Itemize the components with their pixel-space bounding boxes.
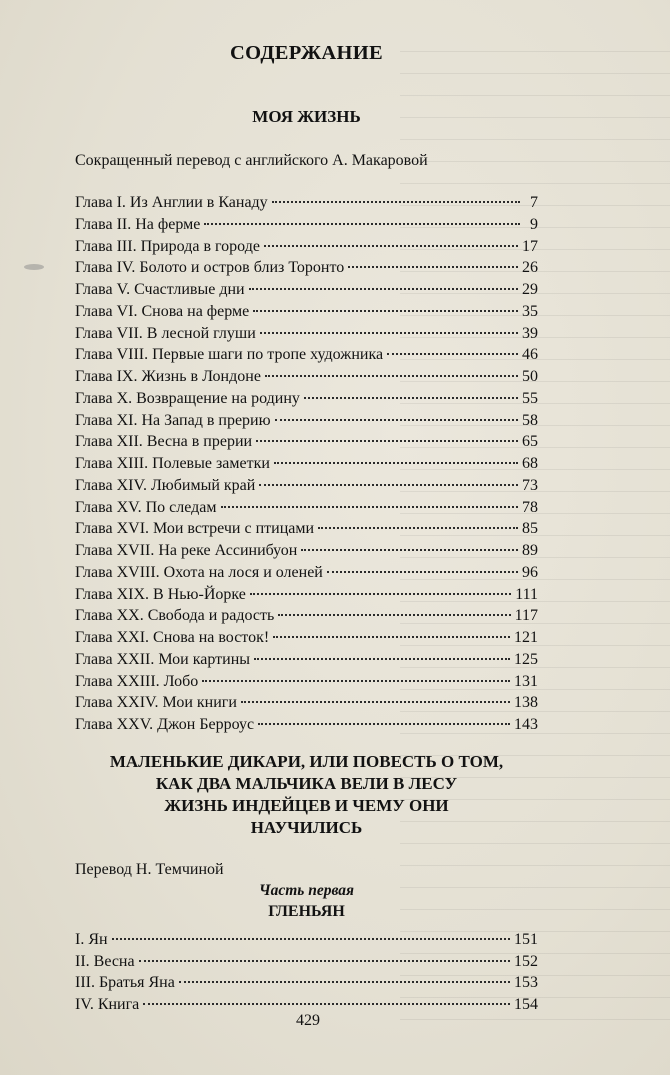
toc-entry-label: II. Весна xyxy=(75,952,135,970)
toc-entry-page: 143 xyxy=(514,716,538,733)
toc-entry-label: Глава II. На ферме xyxy=(75,215,201,233)
section-title-little-savages xyxy=(75,751,538,839)
toc-entry-page: 153 xyxy=(514,974,538,992)
toc-entry xyxy=(75,951,538,973)
toc-entry-page: 152 xyxy=(514,952,538,970)
toc-list-my-life xyxy=(75,192,538,736)
section-title-my-life: МОЯ ЖИЗНЬ xyxy=(252,107,361,126)
toc-list-little-savages xyxy=(75,929,538,1016)
dot-leader xyxy=(204,223,520,225)
toc-entry-label: Глава V. Счастливые дни xyxy=(75,281,245,298)
toc-entry-page: 131 xyxy=(514,672,538,690)
section-title-line: КАК ДВА МАЛЬЧИКА ВЕЛИ В ЛЕСУ xyxy=(155,773,458,793)
toc-entry xyxy=(75,562,538,584)
section-title-line: МАЛЕНЬКИЕ ДИКАРИ, ИЛИ ПОВЕСТЬ О ТОМ, xyxy=(109,751,504,771)
dot-leader xyxy=(274,462,518,464)
toc-entry-page: 9 xyxy=(530,215,538,233)
toc-entry-label: Глава XV. По следам xyxy=(75,498,217,516)
dot-leader xyxy=(275,419,518,421)
toc-entry xyxy=(75,192,538,214)
toc-entry-label: Глава IV. Болото и остров близ Торонто xyxy=(75,259,345,277)
dot-leader xyxy=(304,397,518,399)
toc-entry xyxy=(75,692,538,714)
toc-entry-page: 96 xyxy=(522,563,538,581)
toc-entry-label: Глава XIX. В Нью-Йорке xyxy=(75,585,246,603)
toc-entry-page: 73 xyxy=(522,476,538,494)
toc-entry-page: 50 xyxy=(522,368,538,385)
toc-entry xyxy=(75,366,538,388)
dot-leader xyxy=(179,981,510,983)
toc-entry-label: Глава XXII. Мои картины xyxy=(75,650,251,668)
toc-entry xyxy=(75,410,538,432)
dot-leader xyxy=(259,484,518,486)
toc-entry xyxy=(75,236,538,258)
toc-entry xyxy=(75,301,538,323)
part-title: ГЛЕНЬЯН xyxy=(268,902,345,920)
toc-entry xyxy=(75,671,538,693)
toc-entry-label: Глава X. Возвращение на родину xyxy=(75,389,300,407)
toc-entry xyxy=(75,518,538,540)
dot-leader xyxy=(273,636,510,638)
toc-entry xyxy=(75,627,538,649)
dot-leader xyxy=(241,701,510,703)
toc-entry-label: Глава VIII. Первые шаги по тропе художника xyxy=(75,346,384,364)
toc-entry-page: 55 xyxy=(522,389,538,407)
translator-credit: Сокращенный перевод с английского А. Макаровой xyxy=(75,152,428,169)
translator-credit-2: Перевод Н. Темчиной xyxy=(75,860,224,878)
toc-entry-page: 117 xyxy=(514,607,538,625)
dot-leader xyxy=(254,658,510,660)
dot-leader xyxy=(258,723,510,725)
toc-entry-label: Глава XI. На Запад в прерию xyxy=(75,411,271,429)
toc-entry-label: Глава XVII. На реке Ассинибуон xyxy=(75,542,298,559)
toc-entry-label: III. Братья Яна xyxy=(75,974,175,992)
toc-entry-label: Глава XII. Весна в прерии xyxy=(75,433,253,451)
toc-entry-page: 17 xyxy=(522,237,538,255)
dot-leader xyxy=(265,375,518,377)
toc-entry-page: 26 xyxy=(522,259,538,277)
toc-entry-page: 151 xyxy=(514,930,538,948)
toc-entry-label: Глава IX. Жизнь в Лондоне xyxy=(75,368,261,385)
section-title-line: НАУЧИЛИСЬ xyxy=(250,817,363,837)
dot-leader xyxy=(301,549,518,551)
toc-entry xyxy=(75,929,538,951)
dot-leader xyxy=(264,245,518,247)
toc-entry xyxy=(75,649,538,671)
toc-entry-page: 7 xyxy=(530,194,538,211)
toc-entry-page: 138 xyxy=(514,694,538,712)
toc-entry-page: 89 xyxy=(522,542,538,559)
toc-entry-label: Глава XXIII. Лобо xyxy=(75,672,199,690)
toc-entry xyxy=(75,257,538,279)
section-title-line: ЖИЗНЬ ИНДЕЙЦЕВ И ЧЕМУ ОНИ xyxy=(164,795,449,815)
toc-entry-label: Глава XXI. Снова на восток! xyxy=(75,629,270,646)
toc-entry xyxy=(75,388,538,410)
toc-entry-page: 111 xyxy=(515,585,538,603)
dot-leader xyxy=(318,527,518,529)
toc-entry xyxy=(75,214,538,236)
toc-entry xyxy=(75,431,538,453)
dot-leader xyxy=(221,506,518,508)
dot-leader xyxy=(139,960,510,962)
toc-entry-label: Глава XVIII. Охота на лося и оленей xyxy=(75,563,323,581)
dot-leader xyxy=(143,1003,510,1005)
dot-leader xyxy=(249,288,518,290)
toc-entry xyxy=(75,972,538,994)
toc-entry xyxy=(75,540,538,562)
toc-entry-label: Глава I. Из Англии в Канаду xyxy=(75,194,268,211)
dot-leader xyxy=(253,310,518,312)
dot-leader xyxy=(327,571,518,573)
toc-entry-label: Глава VI. Снова на ферме xyxy=(75,302,250,320)
table-of-contents xyxy=(75,38,538,1016)
toc-entry xyxy=(75,323,538,345)
toc-entry-label: Глава VII. В лесной глуши xyxy=(75,324,256,342)
toc-entry-page: 39 xyxy=(522,324,538,342)
toc-entry-page: 85 xyxy=(522,520,538,538)
page-number: 429 xyxy=(296,1012,320,1029)
toc-entry-page: 65 xyxy=(522,433,538,451)
toc-entry xyxy=(75,279,538,301)
part-label: Часть первая xyxy=(258,881,355,899)
dot-leader xyxy=(348,266,518,268)
toc-entry-label: IV. Книга xyxy=(75,996,140,1013)
toc-entry-page: 121 xyxy=(514,629,538,646)
toc-entry-label: I. Ян xyxy=(75,930,108,948)
dot-leader xyxy=(112,938,510,940)
toc-entry-label: Глава XXV. Джон Берроус xyxy=(75,716,255,733)
toc-entry xyxy=(75,714,538,736)
toc-entry-page: 58 xyxy=(522,411,538,429)
ink-blot xyxy=(24,264,44,270)
dot-leader xyxy=(272,201,520,203)
dot-leader xyxy=(387,353,518,355)
toc-entry-page: 154 xyxy=(514,996,538,1013)
dot-leader xyxy=(256,440,518,442)
toc-entry-label: Глава XVI. Мои встречи с птицами xyxy=(75,520,315,538)
toc-entry-page: 125 xyxy=(514,650,538,668)
dot-leader xyxy=(250,593,511,595)
toc-entry-page: 46 xyxy=(522,346,538,364)
toc-entry xyxy=(75,605,538,627)
toc-entry-page: 68 xyxy=(522,455,538,472)
dot-leader xyxy=(202,680,510,682)
toc-entry-label: Глава XX. Свобода и радость xyxy=(75,607,275,625)
toc-entry-label: Глава XIII. Полевые заметки xyxy=(75,455,270,472)
toc-entry-label: Глава III. Природа в городе xyxy=(75,237,260,255)
toc-entry xyxy=(75,584,538,606)
page-title: СОДЕРЖАНИЕ xyxy=(230,42,383,64)
toc-entry xyxy=(75,497,538,519)
toc-entry xyxy=(75,475,538,497)
toc-entry-label: Глава XXIV. Мои книги xyxy=(75,694,237,712)
toc-entry-page: 29 xyxy=(522,281,538,298)
toc-entry-page: 78 xyxy=(522,498,538,516)
toc-entry xyxy=(75,453,538,475)
dot-leader xyxy=(260,332,518,334)
dot-leader xyxy=(278,614,510,616)
toc-entry xyxy=(75,344,538,366)
toc-entry-page: 35 xyxy=(522,302,538,320)
toc-entry-label: Глава XIV. Любимый край xyxy=(75,476,256,494)
